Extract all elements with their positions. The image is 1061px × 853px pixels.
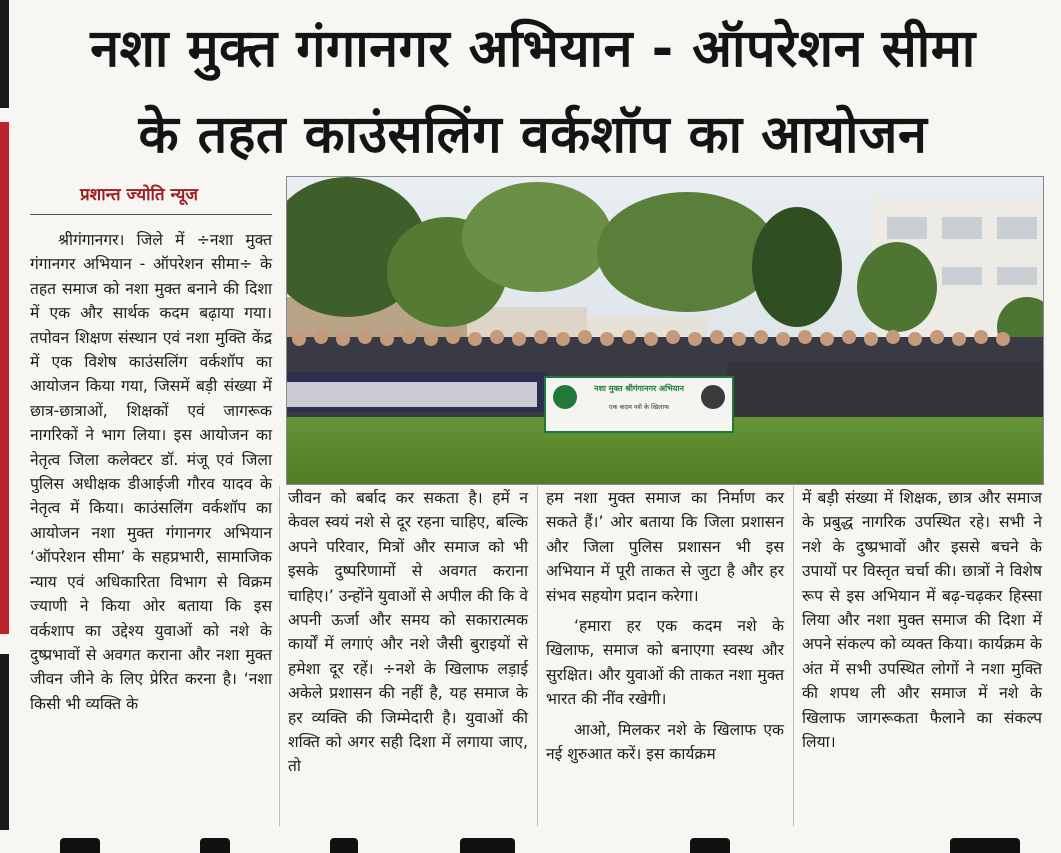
event-photo <box>286 176 1044 485</box>
article-paragraph: ‘हमारा हर एक कदम नशे के खिलाफ, समाज को बनाएगा स्वस्थ और सुरक्षित। और युवाओं की ताकत नशा मुक्त भारत की नींव रखेगी। <box>546 617 784 709</box>
article-paragraph: हम नशा मुक्त समाज का निर्माण कर सकते हैं।’ ओर बताया कि जिला प्रशासन और जिला पुलिस प्रशासन भी इस अभियान में पूरी ताकत से जुटा है और हर संभव सहयोग प्रदान करेगा। <box>546 489 784 605</box>
next-headline-cutoff <box>0 830 1061 853</box>
column-divider <box>537 486 538 826</box>
article-column-1 <box>30 228 272 716</box>
page-edge-accent-strip <box>0 122 9 634</box>
column-divider <box>793 486 794 826</box>
headline-line-1: नशा मुक्त गंगानगर अभियान - ऑपरेशन सीमा <box>90 19 976 79</box>
byline-divider <box>30 214 272 215</box>
page-edge-strip <box>0 0 9 108</box>
article-column-2 <box>288 486 528 779</box>
article-paragraph: जीवन को बर्बाद कर सकता है। हमें न केवल स्वयं नशे से दूर रहना चाहिए, बल्कि अपने परिवार, मित्रों और समाज को भी इसके दुष्परिणामों से अवगत कराना चाहिए।’ उन्होंने युवाओं से अपील की कि वे अपनी ऊर्जा और समय को सकारात्मक कार्यों में लगाएं और नशे जैसी बुराइयों से हमेशा दूर रहें। ÷नशे के खिलाफ लड़ाई अकेले प्रशासन की नहीं है, यह समाज के हर व्यक्ति की जिम्मेदारी है। युवाओं की शक्ति को अगर सही दिशा में लगाया जाए, तो <box>288 489 528 776</box>
page-edge-strip <box>0 654 9 830</box>
photo-banner-text: नशा मुक्त श्रीगंगानगर अभियान <box>594 384 684 393</box>
article-paragraph: श्रीगंगानगर। जिले में ÷नशा मुक्त गंगानगर अभियान - ऑपरेशन सीमा÷ के तहत समाज को नशा मुक्त बनाने की दिशा में एक और सार्थक कदम बढ़ाया गया। तपोवन शिक्षण संस्थान एवं नशा मुक्ति केंद्र में एक विशेष काउंसलिंग वर्कशॉप का आयोजन किया गया, जिसमें बड़ी संख्या में छात्र-छात्राओं, शिक्षकों एवं जागरूक नागरिकों ने भाग लिया। इस आयोजन का नेतृत्व जिला कलेक्टर डॉ. मंजू एवं जिला पुलिस अधीक्षक डीआईजी गौरव यादव के नेतृत्व में किया। काउंसलिंग वर्कशॉप का आयोजन नशा मुक्त गंगानगर अभियान ‘ऑपरेशन सीमा’ के सहप्रभारी, सामाजिक न्याय एवं अधिकारिता विभाग से विक्रम ज्याणी ने किया ओर बताया कि इस वर्कशाप का उद्देश्य युवाओं को नशे के दुष्प्रभावों से अवगत कराना और नशा मुक्त जीवन जीने के लिए प्रेरित करना है। ‘नशा किसी भी व्यक्ति के <box>30 231 272 713</box>
article-paragraph: आओ, मिलकर नशे के खिलाफ एक नई शुरुआत करें। इस कार्यक्रम <box>546 720 784 764</box>
headline-line-2: के तहत काउंसलिंग वर्कशॉप का आयोजन <box>138 105 928 165</box>
byline: प्रशान्त ज्योति न्यूज <box>80 185 198 205</box>
article-paragraph: में बड़ी संख्या में शिक्षक, छात्र और समाज के प्रबुद्ध नागरिक उपस्थित रहे। सभी ने नशे के दुष्प्रभावों और इससे बचने के उपायों पर विस्तृत चर्चा की। छात्रों ने विशेष रूप से इस अभियान में बढ़-चढ़कर हिस्सा लिया और नशा मुक्त समाज की दिशा में अपने संकल्प को व्यक्त किया। कार्यक्रम के अंत में सभी उपस्थित लोगों ने नशा मुक्ति की शपथ ली और समाज में नशे के खिलाफ जागरूकता फैलाने का संकल्प लिया। <box>802 489 1042 752</box>
article-column-3 <box>546 486 784 766</box>
article-column-4 <box>802 486 1042 754</box>
headline <box>18 6 1048 178</box>
photo-banner-subtext: एक कदम नशे के खिलाफ <box>608 403 670 411</box>
column-divider <box>279 486 280 826</box>
